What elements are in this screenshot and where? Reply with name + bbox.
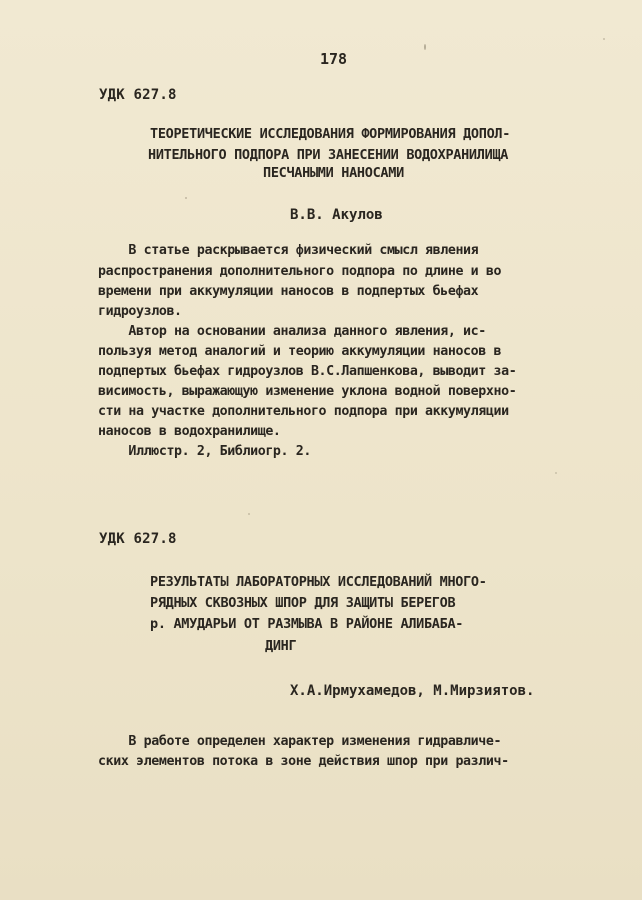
paper-speck: [603, 38, 605, 40]
title-line: ПЕСЧАНЫМИ НАНОСАМИ: [263, 165, 404, 181]
author-line-2: Х.А.Ирмухамедов, М.Мирзиятов.: [290, 683, 535, 699]
body-line: подпертых бьефах гидроузлов В.С.Лапшенкова, выводит за-: [98, 364, 517, 379]
body-line: ских элементов потока в зоне действия шпор при различ-: [98, 754, 509, 769]
body-line: гидроузлов.: [98, 304, 182, 319]
paper-speck: [185, 197, 187, 199]
paper-speck: [248, 513, 250, 515]
body-line: Иллюстр. 2, Библиогр. 2.: [98, 444, 311, 459]
udk-code-1: УДК 627.8: [99, 87, 177, 103]
body-line: наносов в водохранилище.: [98, 424, 281, 439]
title-line: РЯДНЫХ СКВОЗНЫХ ШПОР ДЛЯ ЗАЩИТЫ БЕРЕГОВ: [150, 595, 456, 611]
title-line: ТЕОРЕТИЧЕСКИЕ ИССЛЕДОВАНИЯ ФОРМИРОВАНИЯ ДОПОЛ-: [150, 126, 511, 142]
body-line: Автор на основании анализа данного явления, ис-: [98, 324, 486, 339]
page-number: 178: [320, 50, 348, 68]
title-line: ДИНГ: [265, 638, 297, 654]
body-line: пользуя метод аналогий и теорию аккумуляции наносов в: [98, 344, 502, 359]
body-line: времени при аккумуляции наносов в подпертых бьефах: [98, 284, 479, 299]
body-line: сти на участке дополнительного подпора при аккумуляции: [98, 404, 509, 419]
udk-code-2: УДК 627.8: [99, 531, 177, 547]
title-line: РЕЗУЛЬТАТЫ ЛАБОРАТОРНЫХ ИССЛЕДОВАНИЙ МНОГО-: [150, 574, 487, 590]
title-line: НИТЕЛЬНОГО ПОДПОРА ПРИ ЗАНЕСЕНИИ ВОДОХРАНИЛИЩА: [148, 147, 509, 163]
paper-speck: [424, 44, 426, 50]
author-line-1: В.В. Акулов: [290, 207, 383, 223]
body-line: распространения дополнительного подпора по длине и во: [98, 264, 502, 279]
paper-speck: [555, 472, 557, 474]
body-line: висимость, выражающую изменение уклона водной поверхно-: [98, 384, 517, 399]
title-line: р. АМУДАРЬИ ОТ РАЗМЫВА В РАЙОНЕ АЛИБАБА-: [150, 616, 464, 632]
body-line: В работе определен характер изменения гидравличе-: [98, 734, 502, 749]
body-line: В статье раскрывается физический смысл явления: [98, 243, 479, 258]
